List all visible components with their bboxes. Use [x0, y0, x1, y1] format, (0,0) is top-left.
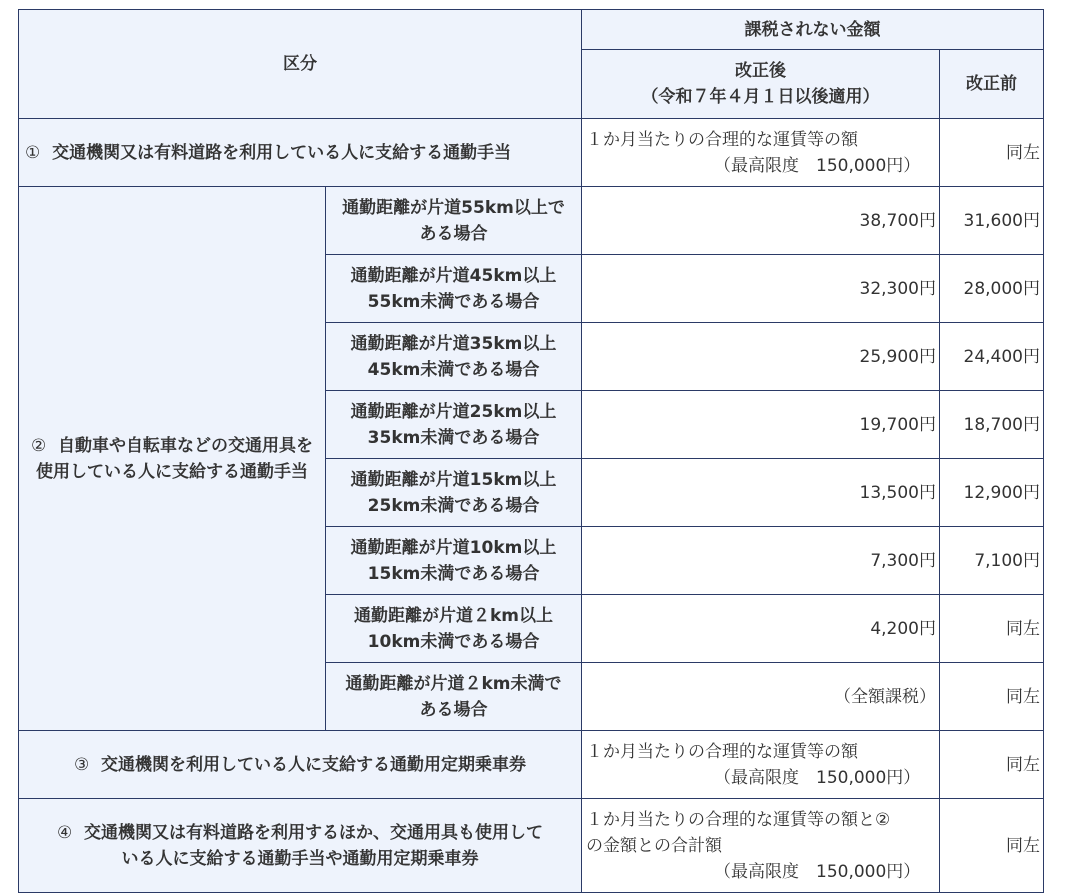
header-after-revision	[582, 50, 940, 119]
header-nontaxable-amount: 課税されない金額	[582, 10, 1044, 50]
row2-before-amount: 同左	[940, 595, 1044, 663]
row4-label-line2: いる人に支給する通勤手当や通勤用定期乗車券	[121, 848, 479, 869]
row4-before-amount: 同左	[940, 799, 1044, 893]
row2-distance-label	[326, 323, 582, 391]
row2-after-amount: 32,300円	[582, 255, 940, 323]
row2-distance-label	[326, 595, 582, 663]
row2-before-amount: 24,400円	[940, 323, 1044, 391]
row1-category	[19, 119, 582, 187]
row2-category	[19, 187, 326, 731]
table-row	[19, 799, 1044, 893]
distance-line: 通勤距離が片道２km未満で	[345, 673, 562, 694]
row2-distance-label	[326, 187, 582, 255]
row1-after-limit: （最高限度 150,000円）	[714, 155, 921, 176]
header-after-label: 改正後	[735, 61, 786, 81]
row2-before-amount: 18,700円	[940, 391, 1044, 459]
distance-line: 通勤距離が片道35km以上	[350, 333, 557, 354]
row2-after-amount: 25,900円	[582, 323, 940, 391]
row4-label-line1: 交通機関又は有料道路を利用するほか、交通用具も使用して	[84, 822, 544, 843]
row3-after-amount	[582, 731, 940, 799]
row2-after-amount: 13,500円	[582, 459, 940, 527]
row2-distance-label	[326, 527, 582, 595]
row4-category	[19, 799, 582, 893]
row3-label: 交通機関を利用している人に支給する通勤用定期乗車券	[101, 754, 527, 775]
distance-line: 15km未満である場合	[367, 563, 540, 584]
row2-after-amount: 19,700円	[582, 391, 940, 459]
commuting-allowance-table	[18, 9, 1044, 893]
row2-after-amount: 4,200円	[582, 595, 940, 663]
distance-line: 25km未満である場合	[367, 495, 540, 516]
distance-line: 通勤距離が片道25km以上	[350, 401, 557, 422]
row2-before-amount: 12,900円	[940, 459, 1044, 527]
distance-line: 通勤距離が片道45km以上	[350, 265, 557, 286]
row2-before-amount: 同左	[940, 663, 1044, 731]
distance-line: 45km未満である場合	[367, 359, 540, 380]
distance-line: ある場合	[419, 699, 488, 720]
circled-number-3: ③	[73, 754, 90, 775]
row2-distance-label	[326, 459, 582, 527]
distance-line: 35km未満である場合	[367, 427, 540, 448]
circled-number-2: ②	[30, 435, 47, 456]
row2-before-amount: 7,100円	[940, 527, 1044, 595]
circled-number-4: ④	[56, 822, 73, 843]
row2-after-amount: 7,300円	[582, 527, 940, 595]
row2-before-amount: 28,000円	[940, 255, 1044, 323]
distance-line: 通勤距離が片道55km以上で	[342, 197, 565, 218]
row3-after-limit: （最高限度 150,000円）	[714, 767, 921, 788]
row2-distance-label	[326, 255, 582, 323]
row3-category	[19, 731, 582, 799]
row2-distance-label	[326, 391, 582, 459]
row2-after-amount: （全額課税）	[582, 663, 940, 731]
row4-after-text1: １か月当たりの合理的な運賃等の額と②	[586, 809, 891, 830]
row4-after-text2: の金額との合計額	[586, 835, 722, 856]
row1-before-amount: 同左	[940, 119, 1044, 187]
distance-line: 55km未満である場合	[367, 291, 540, 312]
row4-after-amount	[582, 799, 940, 893]
row2-label: 自動車や自転車などの交通用具を使用している人に支給する通勤手当	[36, 435, 314, 482]
row1-label: 交通機関又は有料道路を利用している人に支給する通勤手当	[52, 142, 512, 163]
row2-distance-label	[326, 663, 582, 731]
table-row	[19, 119, 1044, 187]
row4-after-limit: （最高限度 150,000円）	[714, 861, 921, 882]
distance-line: 通勤距離が片道２km以上	[353, 605, 554, 626]
row3-after-text: １か月当たりの合理的な運賃等の額	[586, 741, 858, 762]
distance-line: ある場合	[419, 223, 488, 244]
row3-before-amount: 同左	[940, 731, 1044, 799]
row2-before-amount: 31,600円	[940, 187, 1044, 255]
header-category: 区分	[19, 10, 582, 119]
circled-number-1: ①	[25, 142, 41, 163]
header-after-date: （令和７年４月１日以後適用）	[641, 87, 880, 107]
table-row	[19, 731, 1044, 799]
header-before-revision: 改正前	[940, 50, 1044, 119]
distance-line: 通勤距離が片道15km以上	[350, 469, 557, 490]
row1-after-amount	[582, 119, 940, 187]
distance-line: 10km未満である場合	[367, 631, 540, 652]
table-row	[19, 187, 1044, 255]
distance-line: 通勤距離が片道10km以上	[350, 537, 557, 558]
row2-after-amount: 38,700円	[582, 187, 940, 255]
row1-after-text: １か月当たりの合理的な運賃等の額	[586, 129, 858, 150]
